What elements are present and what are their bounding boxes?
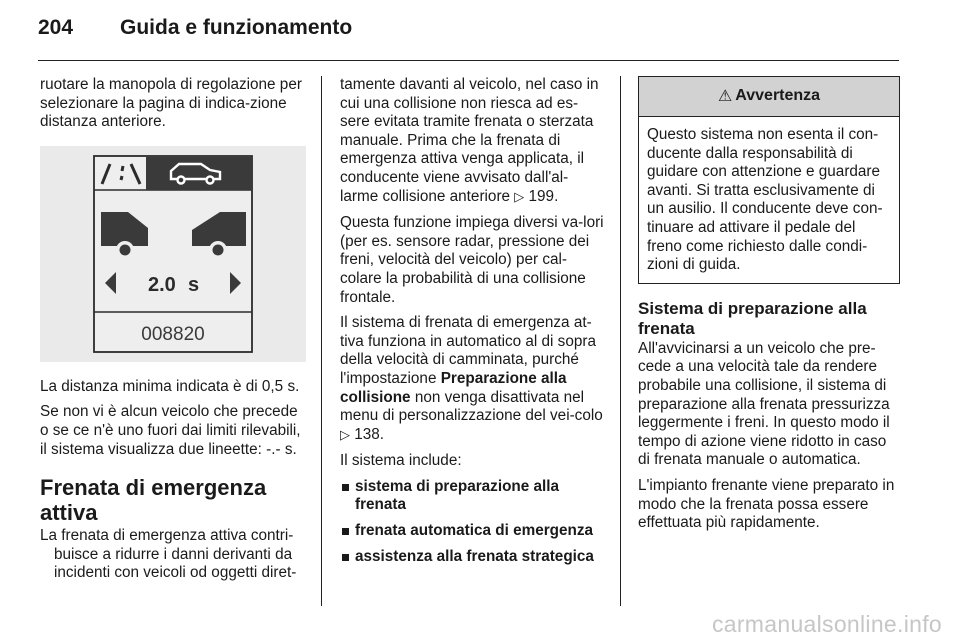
section-title: Frenata di emergenza attiva [40, 475, 267, 526]
warning-box [638, 76, 900, 284]
header-rule [38, 60, 899, 61]
column-divider [620, 76, 621, 606]
paragraph: ruotare la manopola di regolazione per selezionare la pagina di indica-zione distanza anteriore. [40, 76, 302, 131]
page-ref[interactable]: 138. [354, 425, 385, 443]
paragraph: Il sistema include: [340, 452, 462, 470]
distance-unit: s [188, 273, 200, 296]
page-ref-icon: ▷ [514, 189, 525, 205]
column-1 [40, 76, 306, 590]
feature-list [340, 478, 605, 566]
car-tab [146, 157, 252, 190]
bullet-icon [342, 484, 349, 491]
bullet-icon [342, 554, 349, 561]
column-divider [321, 76, 322, 606]
paragraph: L'impianto frenante viene preparato in modo che la frenata possa essere effettuata più rapidamente. [638, 476, 895, 532]
paragraph: Se non vi è alcun veicolo che precede o se ce n'è uno fuori dai limiti rilevabili, il sistema visualizza due lineette: -.- s. [40, 403, 301, 458]
warning-triangle-icon: ⚠ [717, 86, 733, 106]
list-item-text: sistema di preparazione alla frenata [355, 477, 560, 513]
list-item [340, 478, 605, 514]
watermark-url: carmanualsonline.info [711, 611, 942, 637]
column-3 [638, 76, 900, 540]
list-item [340, 522, 605, 540]
page-title: Guida e funzionamento [120, 16, 353, 39]
page-ref-icon: ▷ [340, 427, 350, 443]
paragraph: La frenata di emergenza attiva contri-buisce a ridurre i danni derivanti da incidenti con veicoli od oggetti diret- [40, 527, 297, 582]
paragraph: Questa funzione impiega diversi va-lori (per es. sensore radar, pressione dei freni, velocità del veicolo) per cal-colare la probabilità di una collisione frontale. [340, 214, 604, 306]
paragraph [340, 76, 605, 207]
paragraph: All'avvicinarsi a un veicolo che pre-cede a una velocità tale da rendere probabile una collisione, il sistema di preparazione alla frenata pressurizza leggermente i freni. In questo modo il tempo di azione viene ridotto in caso di frenata manuale o automatica. [638, 339, 890, 469]
list-item-text: assistenza alla frenata strategica [355, 547, 594, 565]
paragraph: La distanza minima indicata è di 0,5 s. [40, 377, 300, 395]
warning-text: Questo sistema non esenta il con-ducente dalla responsabilità di guidare con attenzione e guardare avanti. Si tratta esclusivamente di un ausilio. Il conducente deve con-tinuare ad attivare il pedale del freno come richiesto dalle condi-zioni di guida. [647, 126, 883, 274]
page-number: 204 [38, 16, 74, 39]
column-2 [340, 76, 605, 574]
warning-title: Avvertenza [735, 87, 821, 105]
page-ref[interactable]: 199. [528, 187, 559, 205]
list-item [340, 548, 605, 566]
subsection-title: Sistema di preparazione alla frenata [638, 298, 867, 338]
paragraph-text: non venga disattivata nel menu di personalizzazione del vei-colo [340, 388, 603, 425]
paragraph-text: Il sistema di frenata di emergenza at-tiva funziona in automatico al di sopra della velocità di camminata, purché l'impostazione [340, 314, 596, 387]
odometer-reading: 008820 [141, 323, 205, 345]
setting-name: Preparazione alla collisione [340, 369, 567, 406]
paragraph [340, 314, 605, 445]
distance-display-screen [40, 146, 306, 362]
page-header [0, 0, 960, 60]
distance-display-figure [40, 146, 306, 362]
list-item-text: frenata automatica di emergenza [355, 521, 594, 539]
paragraph-text: tamente davanti al veicolo, nel caso in cui una collisione non riesca ad es-sere evitata tramite frenata o sterzata manuale. Prima che la frenata di emergenza attiva venga applicata, il conducente viene avvisato dall'al-larme collisione anteriore [340, 76, 599, 205]
distance-value: 2.0 [148, 273, 176, 296]
warning-header [639, 77, 899, 117]
bullet-icon [342, 528, 349, 535]
